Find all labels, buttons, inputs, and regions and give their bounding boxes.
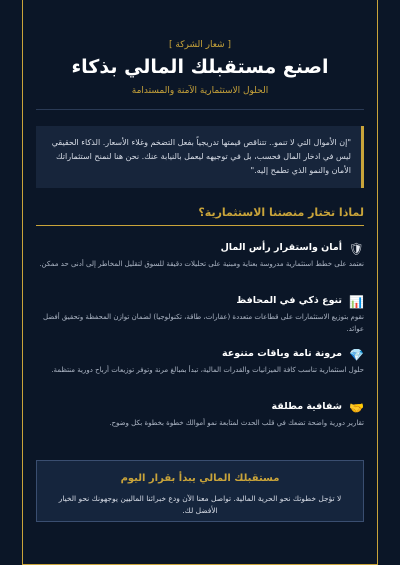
feature-transparency	[36, 399, 364, 439]
company-logo-placeholder: [ شعار الشركة ]	[169, 40, 231, 50]
intro-quote: "إن الأموال التي لا تنمو.. تتناقص قيمتها تدريجياً بفعل التضخم وغلاء الأسعار. الذكاء الحقيقي ليس في ادخار المال فحسب، بل في توجيهه ليعمل بالنيابة عنك. نحن هنا لنمنح استثماراتك الأمان والنمو الذي تطمح إليه."	[36, 126, 364, 188]
feature-title: تنوع ذكي في المحافظ	[236, 295, 342, 306]
feature-capital-safety	[36, 240, 364, 288]
header-divider	[36, 109, 364, 110]
shield-icon: 🛡	[348, 242, 364, 256]
chart-icon: 📊	[349, 295, 364, 309]
cta-title: مستقبلك المالي يبدأ بقرار اليوم	[120, 473, 280, 484]
cta-description: لا تؤجل خطوتك نحو الحرية المالية. تواصل معنا الآن ودع خبرائنا الماليين يوجهونك نحو الخيار الأفضل لك.	[58, 494, 342, 515]
page-title: اصنع مستقبلك المالي بذكاء	[71, 56, 329, 78]
feature-portfolio-diversity	[36, 293, 364, 341]
feature-description: نعتمد على خطط استثمارية مدروسة بعناية ومبنية على تحليلات دقيقة للسوق لتقليل المخاطر إلى أدنى حد ممكن.	[39, 260, 364, 268]
feature-description: نقوم بتوزيع الاستثمارات على قطاعات متعددة (عقارات، طاقة، تكنولوجيا) لضمان توازن المحفظة وتحقيق أفضل عوائد.	[42, 313, 364, 333]
diamond-icon: 💎	[349, 348, 364, 362]
feature-title: شفافية مطلقة	[271, 401, 342, 412]
call-to-action-box	[36, 460, 364, 522]
handshake-icon: 🤝	[349, 401, 364, 415]
page-subtitle: الحلول الاستثمارية الآمنة والمستدامة	[131, 86, 269, 96]
feature-description: حلول استثمارية تناسب كافة الميزانيات والقدرات المالية، تبدأ بمبالغ مرنة وتوفر توزيعات أرباح دورية منتظمة.	[51, 366, 364, 374]
feature-description: تقارير دورية واضحة تضعك في قلب الحدث لمتابعة نمو أموالك خطوة بخطوة بكل وضوح.	[109, 419, 364, 427]
feature-title: مرونة تامة وباقات متنوعة	[222, 348, 342, 359]
feature-title: أمان واستقرار رأس المال	[220, 242, 342, 253]
feature-flexible-packages	[36, 346, 364, 394]
section-title: لماذا تختار منصتنا الاستثمارية؟	[36, 206, 364, 226]
